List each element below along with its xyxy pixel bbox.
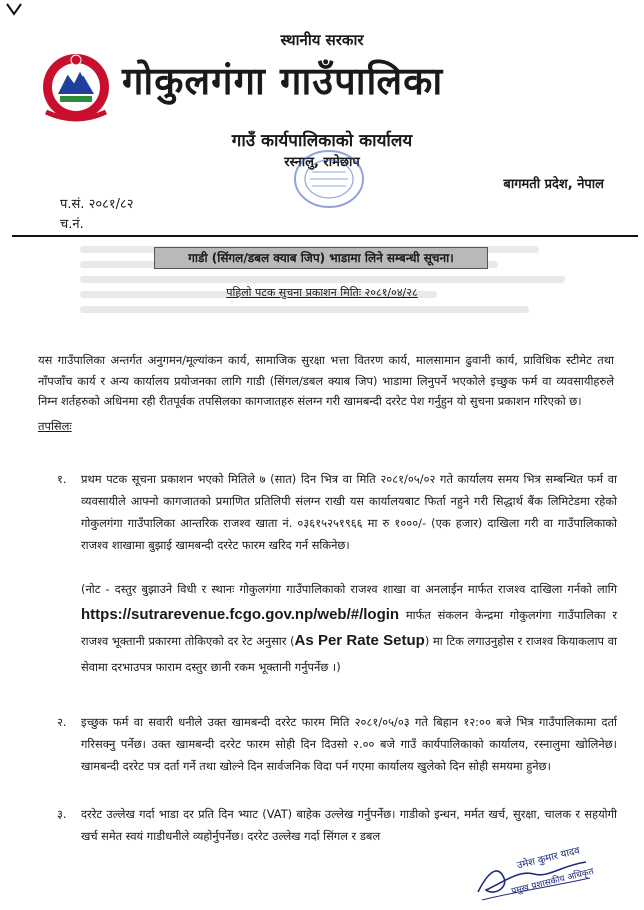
gov-label: स्थानीय सरकार xyxy=(280,31,364,49)
office-address: रस्नालु, रामेछाप xyxy=(284,155,360,170)
office-stamp-icon xyxy=(292,148,366,210)
note-text: (नोट - दस्तुर बुझाउने विधी र स्थानः गोकुलगंगा गाउँपालिकाको राजश्व शाखा वा अनलाईन मार्फत राजश्व दाखिला गर्नको लागि xyxy=(81,582,617,596)
intro-paragraph: यस गाउँपालिका अन्तर्गत अनुगमन/मूल्यांकन कार्य, सामाजिक सुरक्षा भत्ता वितरण कार्य, मालसामान ढुवानी कार्य, प्राविधिक स्टीमेट तथा नाँपजाँच कार्य र अन्य कार्यालय प्रयोजनका लागि गाडी (सिंगल/डबल क्याब जिप) भाडामा लिनुपर्ने भएकोले इच्छुक फर्म वा व्यवसायीहरुले निम्न शर्तहरुको अधिनमा रही रीतपूर्वक तपसिलका कागजातहरु संलग्न गरी खामबन्दी दररेट पेश गर्नुहुन यो सुचना प्रकाशन गरिएको छ। xyxy=(38,353,614,408)
first-publication-date: पहिलो पटक सुचना प्रकाशन मितिः २०८१/०४/२८ xyxy=(226,286,418,299)
details-heading: तपसिलः xyxy=(38,419,72,433)
signatory-name: उमेश कुमार यादव xyxy=(515,845,581,872)
signatory-role: प्रमुख प्रशासकीय अधिकृत xyxy=(510,866,595,898)
list-item xyxy=(57,711,617,777)
note-text: ) मा टिक लगाउनुहोस र राजश्व कियाकलाप वा सेवामा दरभाउपत्र फाराम दस्तुर छानी रकम भूक्तानी गर्नुपर्नेछ ।) xyxy=(81,634,617,674)
list-item-number: २. xyxy=(57,715,67,729)
office-name: गोकुलगंगा गाउँपालिका xyxy=(122,59,444,103)
office-subtitle: गाउँ कार्यपालिकाको कार्यालय xyxy=(231,131,413,151)
province-label: बागमती प्रदेश, नेपाल xyxy=(503,177,604,192)
payment-note xyxy=(81,576,617,680)
list-item-number: १. xyxy=(57,472,67,486)
note-text: मार्फत संकलन केन्द्रमा गोकुलगंगा गाउँपालिका र राजश्व भूक्तानी प्रकारमा तोकिएको दर रेट अनुसार ( xyxy=(81,608,617,648)
corner-check-mark xyxy=(6,2,22,16)
rate-setup-label: As Per Rate Setup xyxy=(294,632,425,649)
list-item-text: इच्छुक फर्म वा सवारी धनीले उक्त खामबन्दी दररेट फारम मिति २०८१/०५/०३ गते बिहान १२:०० बजे भित्र गाउँपालिकामा दर्ता गरिसक्नु पर्नेछ। उक्त खामबन्दी दररेट फारम सोही दिन दिउसो २.०० बजे गाउँ कार्यपालिकाको कार्यालय, रस्नालुमा खोलिनेछ। खामबन्दी दररेट पत्र दर्ता गर्ने तथा खोल्ने दिन सार्वजनिक विदा पर्न गएमा कार्यालय खुलेको दिन सोही समयमा हुनेछ। xyxy=(81,715,617,773)
list-item-text: प्रथम पटक सूचना प्रकाशन भएको मितिले ७ (सात) दिन भित्र वा मिति २०८१/०५/०२ गते कार्यालय समय भित्र सम्बन्धित फर्म वा व्यवसायीले आफ्नो कागजातको प्रमाणित प्रतिलिपी संलग्न राखी यस कार्यालयबाट फिर्ता नहुने गरी सिद्धार्थ बैंक लिमिटेडमा रहेको गोकुलगंगा गाउँपालिका आन्तरिक राजश्व खाता नं. ०३६१५२५१९६६ मा रु १०००/- (एक हजार) दाखिला गरी वा गाउँपालिकाको राजश्व शाखामा बुझाई खामबन्दी दररेट फारम खरिद गर्न सकिनेछ। xyxy=(81,472,617,552)
reference-number: प.सं. २०८१/८२ xyxy=(60,197,134,212)
list-item xyxy=(57,468,617,556)
notice-title: गाडी (सिंगल/डबल क्याब जिप) भाडामा लिने सम्बन्धी सूचना। xyxy=(154,247,488,269)
list-item-number: ३. xyxy=(57,807,67,821)
list-item-text: दररेट उल्लेख गर्दा भाडा दर प्रति दिन भ्याट (VAT) बाहेक उल्लेख गर्नुपर्नेछ। गाडीको इन्धन, मर्मत खर्च, सुरक्षा, चालक र सहयोगी खर्च समेत स्वयं गाडीधनीले व्यहोर्नुपर्नेछ। दररेट उल्लेख गर्दा सिंगल र डबल xyxy=(81,807,617,843)
nepal-emblem-icon xyxy=(38,52,114,122)
dispatch-number: च.नं. xyxy=(60,217,84,232)
list-item xyxy=(57,803,617,847)
revenue-url: https://sutrarevenue.fcgo.gov.np/web/#/login xyxy=(81,606,400,623)
header-divider xyxy=(12,235,638,237)
